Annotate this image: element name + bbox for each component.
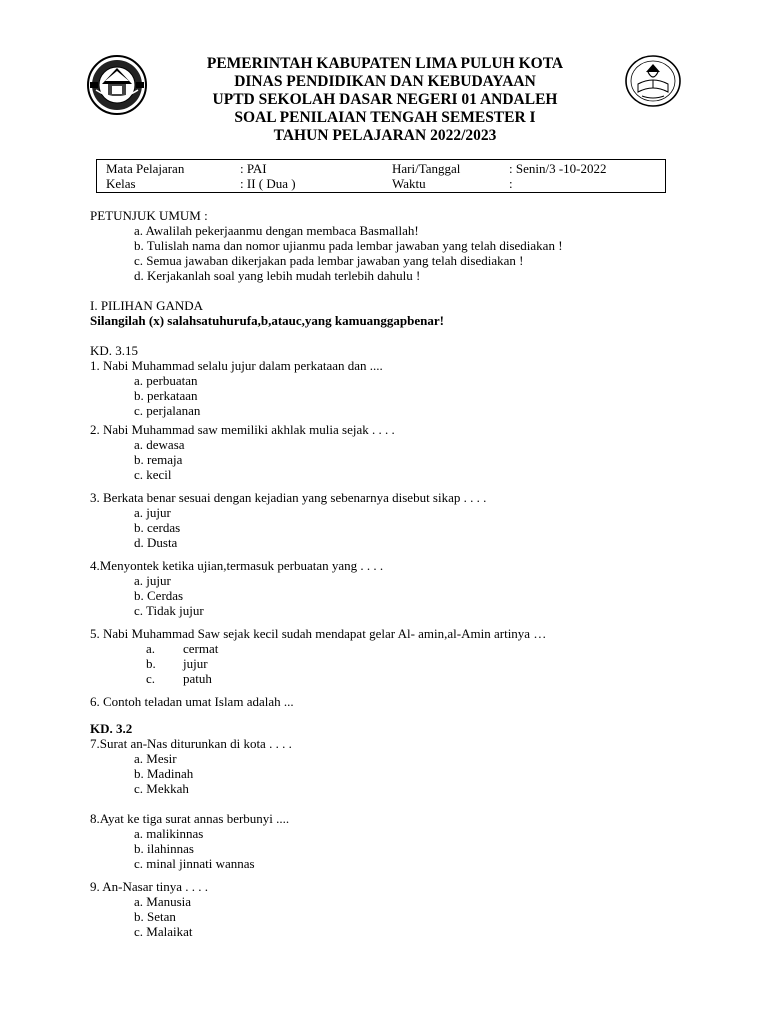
kd-label: KD. 3.15 xyxy=(90,343,139,358)
question-4: 4.Menyontek ketika ujian,termasuk perbuatan yang . . . . xyxy=(90,558,384,573)
exam-info-box xyxy=(96,159,666,193)
option: c. patuh xyxy=(146,671,212,686)
option: a. jujur xyxy=(134,573,171,588)
instructions-title: PETUNJUK UMUM : xyxy=(90,208,208,223)
question-6: 6. Contoh teladan umat Islam adalah ... xyxy=(90,694,294,709)
option: b. Madinah xyxy=(134,766,194,781)
question-8: 8.Ayat ke tiga surat annas berbunyi .... xyxy=(90,811,290,826)
day-value: : Senin/3 -10-2022 xyxy=(509,161,607,176)
option: b. remaja xyxy=(134,452,183,467)
header-line-4: SOAL PENILAIAN TENGAH SEMESTER I xyxy=(234,109,536,126)
letterhead xyxy=(160,55,610,145)
header-line-2: DINAS PENDIDIKAN DAN KEBUDAYAAN xyxy=(234,73,536,90)
day-label: Hari/Tanggal xyxy=(392,161,461,176)
instruction-item: b. Tulislah nama dan nomor ujianmu pada lembar jawaban yang telah disediakan ! xyxy=(134,238,563,253)
option: c. Mekkah xyxy=(134,781,189,796)
option: c. perjalanan xyxy=(134,403,201,418)
option: b. cerdas xyxy=(134,520,181,535)
exam-body xyxy=(90,208,690,939)
option: b. ilahinnas xyxy=(134,841,194,856)
subject-label: Mata Pelajaran xyxy=(106,161,185,176)
kd-label: KD. 3.2 xyxy=(90,721,133,736)
question-7: 7.Surat an-Nas diturunkan di kota . . . . xyxy=(90,736,292,751)
option: b. jujur xyxy=(146,656,208,671)
question-9: 9. An-Nasar tinya . . . . xyxy=(90,879,209,894)
question-5: 5. Nabi Muhammad Saw sejak kecil sudah mendapat gelar Al- amin,al-Amin artinya … xyxy=(90,626,547,641)
option: a. malikinnas xyxy=(134,826,204,841)
time-value: : xyxy=(509,176,513,191)
option: a. Mesir xyxy=(134,751,177,766)
option: c. Tidak jujur xyxy=(134,603,204,618)
instruction-item: c. Semua jawaban dikerjakan pada lembar jawaban yang telah disediakan ! xyxy=(134,253,524,268)
question-2: 2. Nabi Muhammad saw memiliki akhlak mulia sejak . . . . xyxy=(90,422,395,437)
option: a. Manusia xyxy=(134,894,192,909)
header-line-3: UPTD SEKOLAH DASAR NEGERI 01 ANDALEH xyxy=(212,91,558,108)
instruction-item: d. Kerjakanlah soal yang lebih mudah terlebih dahulu ! xyxy=(134,268,421,283)
option: a. perbuatan xyxy=(134,373,198,388)
time-label: Waktu xyxy=(392,176,426,191)
option: d. Dusta xyxy=(134,535,178,550)
option: c. minal jinnati wannas xyxy=(134,856,255,871)
instruction-item: a. Awalilah pekerjaanmu dengan membaca Basmallah! xyxy=(134,223,419,238)
option: b. Setan xyxy=(134,909,176,924)
option: c. Malaikat xyxy=(134,924,193,939)
class-label: Kelas xyxy=(106,176,136,191)
subject-value: : PAI xyxy=(240,161,267,176)
option: a. cermat xyxy=(146,641,219,656)
option: a. jujur xyxy=(134,505,171,520)
section-subtitle: Silangilah (x) salahsatuhurufa,b,atauc,yang kamuanggapbenar! xyxy=(90,313,444,328)
question-3: 3. Berkata benar sesuai dengan kejadian yang sebenarnya disebut sikap . . . . xyxy=(90,490,487,505)
header-line-5: TAHUN PELAJARAN 2022/2023 xyxy=(273,127,497,144)
option: c. kecil xyxy=(134,467,172,482)
header-line-1: PEMERINTAH KABUPATEN LIMA PULUH KOTA xyxy=(206,55,564,72)
tut-wuri-handayani-emblem-icon xyxy=(624,54,682,108)
option: b. perkataan xyxy=(134,388,198,403)
question-1: 1. Nabi Muhammad selalu jujur dalam perkataan dan .... xyxy=(90,358,383,373)
section-title: I. PILIHAN GANDA xyxy=(90,298,204,313)
regency-emblem-icon xyxy=(86,54,148,116)
class-value: : II ( Dua ) xyxy=(240,176,296,191)
option: b. Cerdas xyxy=(134,588,184,603)
option: a. dewasa xyxy=(134,437,185,452)
